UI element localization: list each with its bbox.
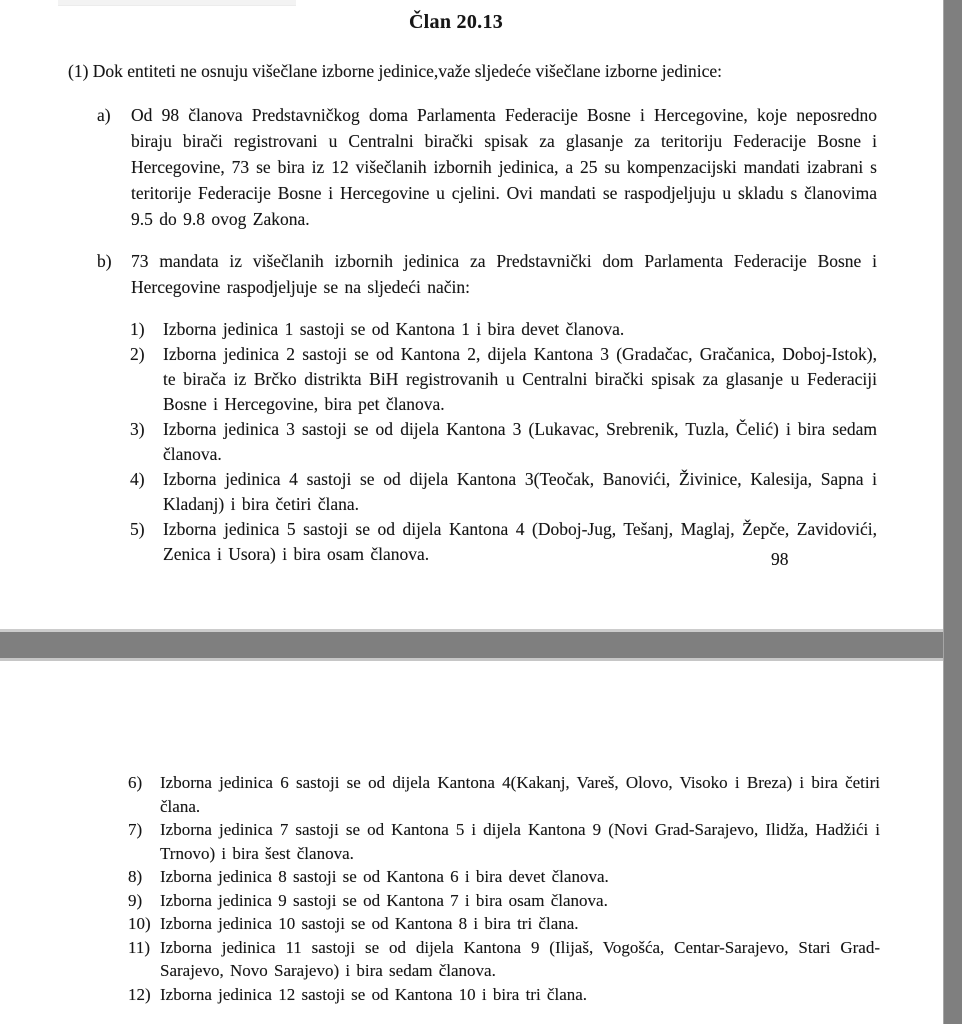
lettered-item-text: Od 98 članova Predstavničkog doma Parlamenta Federacije Bosne i Hercegovine, koje neposredno biraju birači registrovani u Centralni birački spisak za glasanje za teritoriju Federacije Bosne i Hercegovine, 73 se bira iz 12 višečlanih izbornih jedinica, a 25 su kompenzacijski mandati izabrani s teritorije Federacije Bosne i Hercegovine u cjelini. Ovi mandati se raspodjeljuju u skladu s članovima 9.5 do 9.8 ovog Zakona. bbox=[131, 105, 877, 229]
list-item bbox=[128, 771, 880, 818]
lettered-item-text: 73 mandata iz višečlanih izbornih jedinica za Predstavnički dom Parlamenta Federacije Bosne i Hercegovine raspodjeljuje se na sljedeći način: bbox=[131, 251, 877, 297]
list-item-text: Izborna jedinica 8 sastoji se od Kantona 6 i bira devet članova. bbox=[160, 867, 609, 886]
list-item-text: Izborna jedinica 2 sastoji se od Kantona 2, dijela Kantona 3 (Gradačac, Gračanica, Doboj-Istok), te birača iz Brčko distrikta BiH registrovanih u Centralni birački spisak za glasanje u Federaciji Bosne i Hercegovine, bira pet članova. bbox=[163, 344, 877, 414]
list-item bbox=[128, 865, 880, 889]
list-item-number: 1) bbox=[130, 319, 145, 339]
list-item bbox=[128, 936, 880, 983]
list-item bbox=[130, 467, 877, 517]
list-item-number: 12) bbox=[128, 984, 151, 1004]
list-item-text: Izborna jedinica 6 sastoji se od dijela Kantona 4(Kakanj, Vareš, Olovo, Visoko i Breza) i bira četiri člana. bbox=[160, 773, 880, 816]
list-item-number: 11) bbox=[128, 937, 151, 957]
lettered-item-label: b) bbox=[97, 251, 112, 271]
numbered-list-page1 bbox=[130, 317, 877, 567]
list-item-text: Izborna jedinica 5 sastoji se od dijela Kantona 4 (Doboj-Jug, Tešanj, Maglaj, Žepče, Zavidovići, Zenica i Usora) i bira osam članova. bbox=[163, 519, 877, 564]
list-item-number: 4) bbox=[130, 469, 145, 489]
list-item bbox=[130, 417, 877, 467]
scan-edge-bar bbox=[943, 0, 962, 1024]
list-item-number: 10) bbox=[128, 914, 151, 933]
list-item-text: Izborna jedinica 7 sastoji se od Kantona 5 i dijela Kantona 9 (Novi Grad-Sarajevo, Ilidža, Hadžići i Trnovo) i bira šest članova. bbox=[160, 820, 880, 863]
list-item-number: 6) bbox=[128, 773, 143, 792]
page-number: 98 bbox=[771, 549, 789, 569]
list-item bbox=[130, 517, 877, 567]
list-item-number: 9) bbox=[128, 890, 143, 910]
list-item-number: 7) bbox=[128, 820, 143, 839]
list-item-text: Izborna jedinica 10 sastoji se od Kantona 8 i bira tri člana. bbox=[160, 914, 579, 933]
scanned-page-2 bbox=[0, 771, 944, 1006]
list-item bbox=[128, 912, 880, 936]
list-item bbox=[128, 889, 880, 913]
lettered-item-label: a) bbox=[97, 105, 111, 125]
list-item-text: Izborna jedinica 3 sastoji se od dijela Kantona 3 (Lukavac, Srebrenik, Tuzla, Čelić) i bira sedam članova. bbox=[163, 419, 877, 464]
list-item-text: Izborna jedinica 1 sastoji se od Kantona 1 i bira devet članova. bbox=[163, 319, 625, 339]
list-item-number: 5) bbox=[130, 519, 145, 539]
list-item-text: Izborna jedinica 9 sastoji se od Kantona 7 i bira osam članova. bbox=[160, 890, 608, 910]
lettered-item-a bbox=[97, 102, 877, 232]
list-item-text: Izborna jedinica 11 sastoji se od dijela Kantona 9 (Ilijaš, Vogošća, Centar-Sarajevo, Stari Grad-Sarajevo, Novo Sarajevo) i bira sedam članova. bbox=[160, 937, 880, 980]
list-item bbox=[130, 342, 877, 417]
numbered-list-page2 bbox=[128, 771, 880, 1006]
paragraph-intro: (1) Dok entiteti ne osnuju višečlane izborne jedinice,važe sljedeće višečlane izborne jedinice: bbox=[68, 61, 723, 81]
lettered-item-b bbox=[97, 248, 877, 300]
list-item-number: 3) bbox=[130, 419, 145, 439]
list-item-text: Izborna jedinica 4 sastoji se od dijela Kantona 3(Teočak, Banovići, Živinice, Kalesija, Sapna i Kladanj) i bira četiri člana. bbox=[163, 469, 877, 514]
list-item-number: 2) bbox=[130, 344, 145, 364]
article-title: Član 20.13 bbox=[408, 11, 504, 33]
list-item bbox=[128, 818, 880, 865]
list-item-number: 8) bbox=[128, 867, 143, 886]
page-separator-band bbox=[0, 629, 962, 661]
list-item bbox=[128, 983, 880, 1007]
list-item-text: Izborna jedinica 12 sastoji se od Kantona 10 i bira tri člana. bbox=[160, 984, 588, 1004]
list-item bbox=[130, 317, 877, 342]
